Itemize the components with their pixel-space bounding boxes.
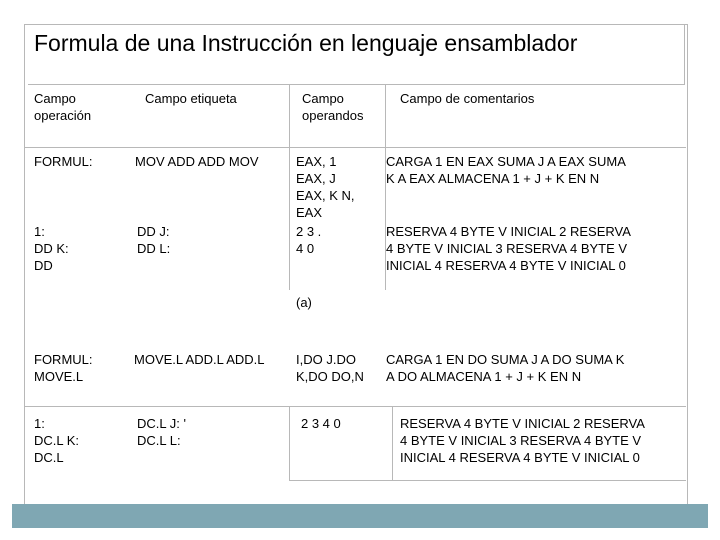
b-row1-comentarios: CARGA 1 EN DO SUMA J A DO SUMA K A DO ALMACENA 1 + J + K EN N <box>386 352 625 384</box>
b-row2-operandos: 2 3 4 0 <box>301 416 341 431</box>
section-b-vline-2 <box>392 406 393 480</box>
section-a-label: (a) <box>296 295 312 310</box>
header-divider <box>24 147 686 148</box>
b-row1-etiqueta: MOVE.L ADD.L ADD.L <box>134 352 265 367</box>
a-row2-operacion: 1: DD K: DD <box>34 224 69 273</box>
a-row1-comentarios: CARGA 1 EN EAX SUMA J A EAX SUMA K A EAX ALMACENA 1 + J + K EN N <box>386 154 626 186</box>
header-etiqueta: Campo etiqueta <box>145 91 237 106</box>
a-row1-operandos: EAX, 1 EAX, J EAX, K N, EAX <box>296 154 355 220</box>
section-b-divider <box>24 406 686 407</box>
a-row2-operandos: 2 3 . 4 0 <box>296 224 322 256</box>
a-row1-etiqueta: MOV ADD ADD MOV <box>135 154 259 169</box>
section-b-vline-1 <box>289 406 290 480</box>
b-row2-operacion: 1: DC.L K: DC.L <box>34 416 80 465</box>
b-row2-etiqueta: DC.L J: ' DC.L L: <box>137 416 186 448</box>
slide-title: Formula de una Instrucción en lenguaje ensamblador <box>34 30 578 56</box>
header-operacion: Campo operación <box>34 91 92 123</box>
header-vline-2 <box>385 84 386 147</box>
header-operandos: Campo operandos <box>302 91 364 123</box>
b-row1-operandos: I,DO J.DO K,DO DO,N <box>296 352 364 384</box>
a-row2-comentarios: RESERVA 4 BYTE V INICIAL 2 RESERVA 4 BYTE V INICIAL 3 RESERVA 4 BYTE V INICIAL 4 RESERVA 4 BYTE V INICIAL 0 <box>386 224 631 273</box>
a-row2-etiqueta: DD J: DD L: <box>137 224 171 256</box>
header-comentarios: Campo de comentarios <box>400 91 535 106</box>
a-row1-operacion: FORMUL: <box>34 154 93 169</box>
section-b-bottom-line <box>289 480 686 481</box>
header-vline-1 <box>289 84 290 147</box>
footer-bar <box>12 504 708 528</box>
b-row2-comentarios: RESERVA 4 BYTE V INICIAL 2 RESERVA 4 BYTE V INICIAL 3 RESERVA 4 BYTE V INICIAL 4 RESERVA 4 BYTE V INICIAL 0 <box>400 416 645 465</box>
section-a-vline-1 <box>289 147 290 290</box>
b-row1-operacion: FORMUL: MOVE.L <box>34 352 93 384</box>
